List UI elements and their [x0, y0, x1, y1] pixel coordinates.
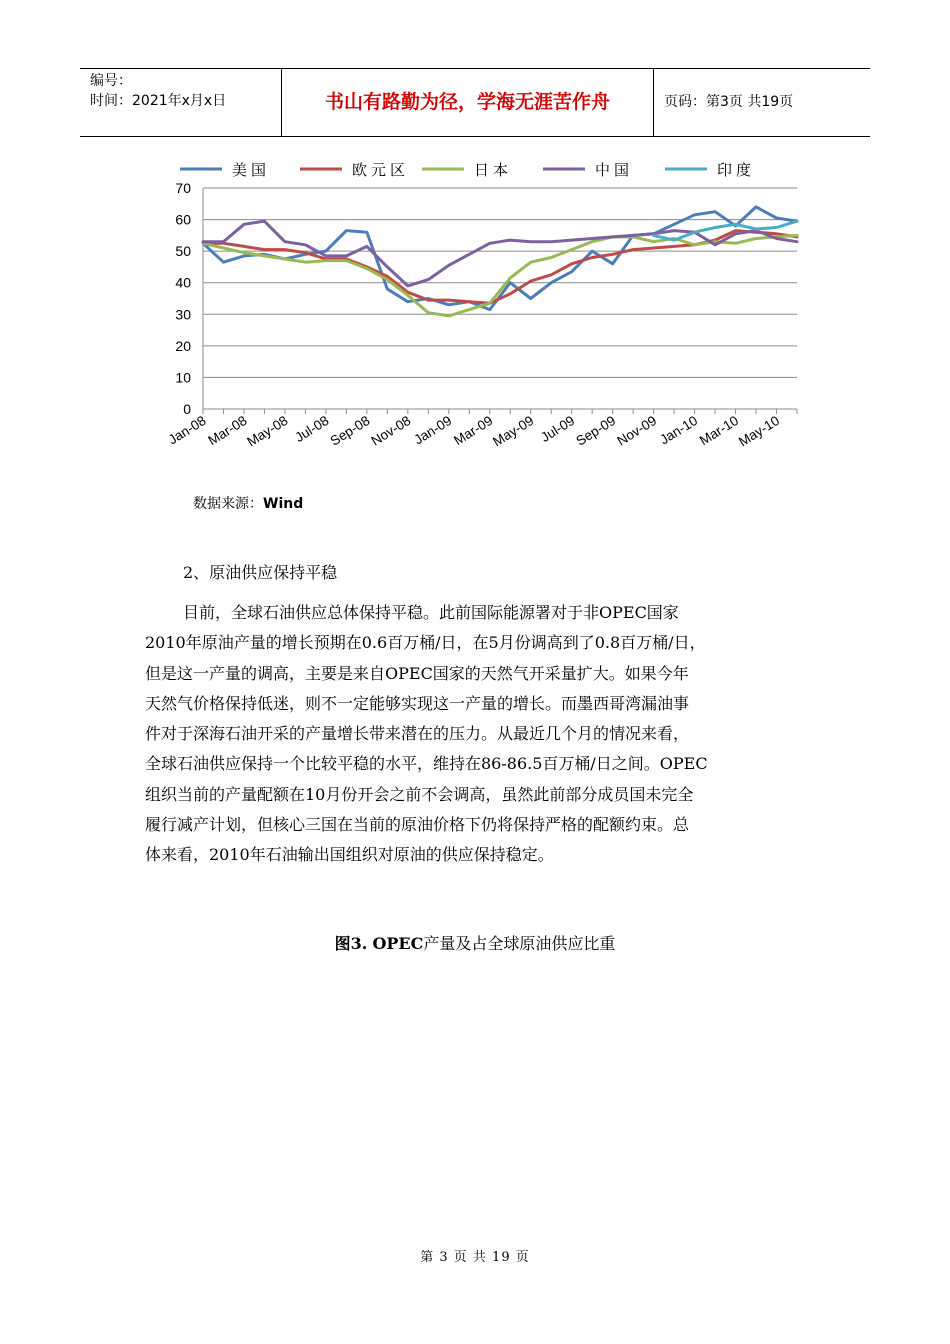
x-tick-label: Mar-08	[205, 412, 250, 449]
body-line: 件对于深海石油开采的产量增长带来潜在的压力。从最近几个月的情况来看，	[145, 724, 690, 744]
x-tick-label: Jan-08	[165, 412, 209, 448]
x-tick-label: Nov-08	[368, 412, 414, 449]
caption-bold: OPEC	[372, 934, 424, 953]
y-tick-label: 0	[183, 401, 191, 417]
header-motto: 书山有路勤为径，学海无涯苦作舟	[282, 69, 654, 136]
y-tick-label: 60	[175, 211, 191, 228]
date-label: 时间：2021年x月x日	[90, 93, 227, 109]
line-chart	[160, 150, 810, 490]
x-tick-label: Mar-09	[451, 412, 496, 449]
chart-svg	[160, 150, 810, 490]
legend-label: 日本	[474, 161, 513, 179]
body-line: 组织当前的产量配额在10月份开会之前不会调高，虽然此前部分成员国未完全	[145, 784, 694, 804]
y-tick-label: 70	[175, 180, 191, 196]
data-source	[193, 494, 303, 514]
x-tick-label: Sep-09	[573, 412, 619, 449]
figure-caption	[0, 933, 950, 955]
y-tick-label: 50	[175, 243, 191, 260]
legend-label: 中国	[595, 161, 634, 179]
series-line	[203, 235, 797, 316]
body-line: 但是这一产量的调高，主要是来自OPEC国家的天然气开采量扩大。如果今年	[145, 663, 689, 683]
y-tick-label: 40	[175, 274, 191, 291]
legend-label: 印度	[717, 161, 756, 179]
y-tick-label: 20	[175, 337, 191, 354]
x-tick-label: Jan-09	[411, 412, 455, 448]
x-tick-label: May-10	[735, 412, 783, 450]
legend-label: 欧元区	[352, 161, 410, 179]
caption-rest: 产量及占全球原油供应比重	[423, 934, 616, 953]
header-page-info: 页码：第3页 共19页	[664, 94, 794, 110]
body-line: 体来看，2010年石油输出国组织对原油的供应保持稳定。	[145, 845, 554, 865]
y-tick-label: 10	[175, 369, 191, 386]
number-label: 编号：	[90, 73, 132, 89]
x-tick-label: Sep-08	[327, 412, 373, 449]
body-line: 天然气价格保持低迷，则不一定能够实现这一产量的增长。而墨西哥湾漏油事	[145, 693, 690, 713]
body-line: 2010年原油产量的增长预期在0.6百万桶/日，在5月份调高到了0.8百万桶/日，	[145, 633, 706, 653]
body-line: 全球石油供应保持一个比较平稳的水平，维持在86-86.5百万桶/日之间。OPEC	[145, 754, 708, 774]
x-tick-label: May-08	[244, 412, 291, 450]
x-tick-label: Mar-10	[696, 412, 742, 449]
y-tick-label: 30	[175, 306, 191, 323]
section-title: 2、原油供应保持平稳	[183, 563, 338, 582]
source-label: 数据来源：	[193, 496, 263, 512]
caption-prefix: 图3.	[334, 934, 368, 953]
legend-label: 美国	[232, 161, 271, 179]
source-value: Wind	[263, 496, 304, 512]
x-tick-label: Jul-08	[292, 412, 332, 446]
x-tick-label: May-09	[490, 412, 537, 450]
x-tick-label: Nov-09	[614, 412, 660, 449]
x-tick-label: Jul-09	[538, 412, 578, 446]
series-line	[203, 221, 797, 286]
x-tick-label: Jan-10	[657, 412, 701, 448]
body-line: 目前，全球石油供应总体保持平稳。此前国际能源署对于非OPEC国家	[183, 603, 679, 622]
page-footer: 第 3 页 共 19 页	[420, 1250, 530, 1265]
header-meta	[80, 69, 282, 136]
body-line: 履行减产计划，但核心三国在当前的原油价格下仍将保持严格的配额约束。总	[145, 815, 690, 835]
series-line	[203, 207, 797, 310]
paragraph	[145, 598, 810, 871]
body-paragraph	[145, 598, 810, 871]
page-header	[80, 68, 870, 137]
